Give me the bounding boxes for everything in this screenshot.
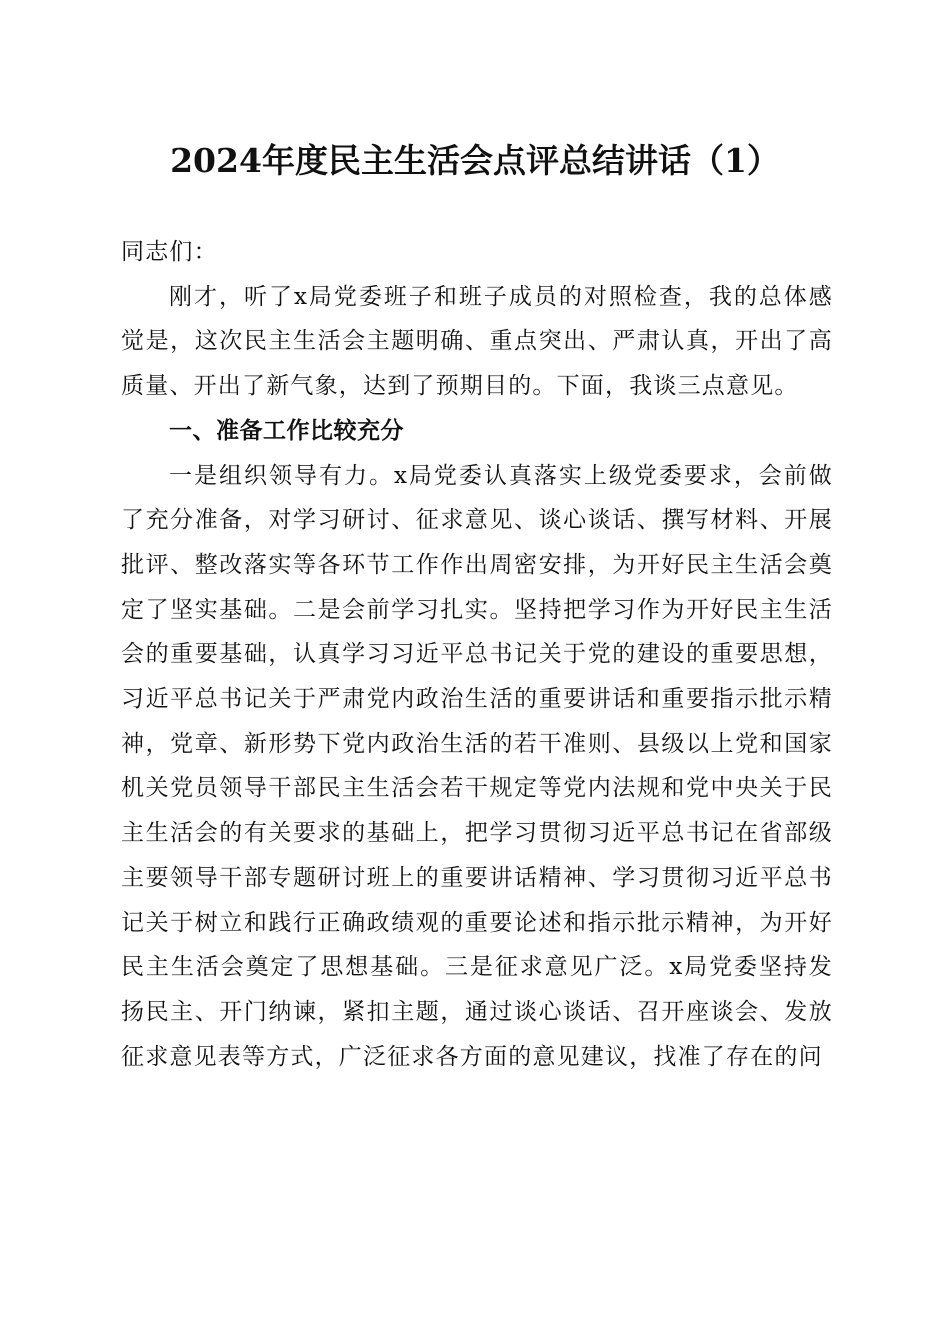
salutation: 同志们： <box>121 239 218 265</box>
paragraph-section-1: 一是组织领导有力。x局党委认真落实上级党委要求，会前做了充分准备，对学习研讨、征求意见、谈心谈话、撰写材料、开展批评、整改落实等各环节工作作出周密安排，为开好民主生活会奠定了坚实基础。二是会前学习扎实。坚持把学习作为开好民主生活会的重要基础，认真学习习近平总书记关于党的建设的重要思想，习近平总书记关于严肃党内政治生活的重要讲话和重要指示批示精神，党章、新形势下党内政治生活的若干准则、县级以上党和国家机关党员领导干部民主生活会若干规定等党内法规和党中央关于民主生活会的有关要求的基础上，把学习贯彻习近平总书记在省部级主要领导干部专题研讨班上的重要讲话精神、学习贯彻习近平总书记关于树立和践行正确政绩观的重要论述和指示批示精神，为开好民主生活会奠定了思想基础。三是征求意见广泛。x局党委坚持发扬民主、开门纳谏，紧扣主题，通过谈心谈话、召开座谈会、发放征求意见表等方式，广泛征求各方面的意见建议，找准了存在的问 <box>121 462 833 1070</box>
document-title: 2024年度民主生活会点评总结讲话（1） <box>170 141 780 180</box>
paragraph-intro: 刚才，听了x局党委班子和班子成员的对照检查，我的总体感觉是，这次民主生活会主题明确、重点突出、严肃认真，开出了高质量、开出了新气象，达到了预期目的。下面，我谈三点意见。 <box>121 283 833 400</box>
section-heading-1: 一、准备工作比较充分 <box>169 417 404 444</box>
document-body <box>121 230 833 1079</box>
